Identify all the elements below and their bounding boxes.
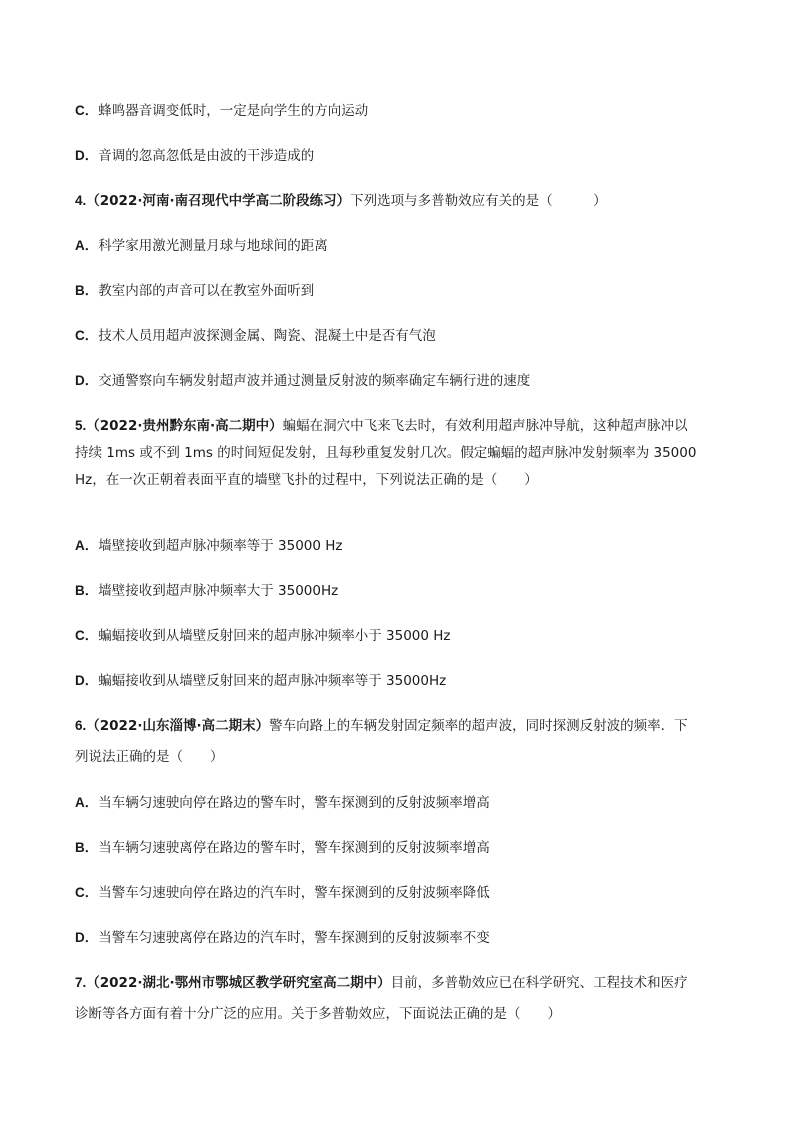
q6-stem bbox=[75, 717, 688, 735]
question-number: 6. bbox=[75, 718, 87, 733]
q6-option-d bbox=[75, 929, 490, 947]
question-text: 列说法正确的是（ ） bbox=[75, 749, 224, 765]
question-text: Hz，在一次正朝着表面平直的墙壁飞扑的过程中，下列说法正确的是（ ） bbox=[75, 472, 538, 488]
option-text: 蜂鸣器音调变低时，一定是向学生的方向运动 bbox=[98, 103, 369, 119]
question-number: 5. bbox=[75, 418, 87, 433]
option-text: 当车辆匀速驶离停在路边的警车时，警车探测到的反射波频率增高 bbox=[98, 840, 490, 856]
q4-stem bbox=[75, 192, 607, 210]
question-text: 蝙蝠在洞穴中飞来飞去时，有效利用超声脉冲导航，这种超声脉冲以 bbox=[282, 418, 688, 434]
q6-option-b bbox=[75, 839, 490, 857]
option-letter: B． bbox=[75, 840, 99, 855]
q3-option-c bbox=[75, 102, 368, 120]
option-text: 墙壁接收到超声脉冲频率等于 35000 Hz bbox=[98, 538, 343, 554]
q6-option-a bbox=[75, 794, 490, 812]
question-source: （2022·河南·南召现代中学高二阶段练习） bbox=[86, 193, 351, 209]
q4-option-b bbox=[75, 282, 314, 300]
q3-option-d bbox=[75, 147, 314, 165]
question-text: 目前，多普勒效应已在科学研究、工程技术和医疗 bbox=[390, 975, 688, 991]
option-text: 蝙蝠接收到从墙壁反射回来的超声脉冲频率等于 35000Hz bbox=[98, 673, 447, 689]
option-letter: A． bbox=[75, 795, 99, 810]
q5-option-c bbox=[75, 627, 451, 645]
q5-stem-line-3 bbox=[75, 471, 538, 489]
q7-stem-line-2 bbox=[75, 1005, 561, 1023]
q5-stem bbox=[75, 417, 688, 435]
option-letter: B． bbox=[75, 283, 99, 298]
q4-option-a bbox=[75, 237, 328, 255]
option-text: 音调的忽高忽低是由波的干涉造成的 bbox=[98, 148, 315, 164]
option-text: 蝙蝠接收到从墙壁反射回来的超声脉冲频率小于 35000 Hz bbox=[98, 628, 451, 644]
q4-option-d bbox=[75, 372, 530, 390]
question-text: 诊断等各方面有着十分广泛的应用。关于多普勒效应，下面说法正确的是（ ） bbox=[75, 1006, 561, 1022]
question-source: （2022·山东淄博·高二期末） bbox=[86, 718, 270, 734]
q5-option-d bbox=[75, 672, 446, 690]
option-text: 墙壁接收到超声脉冲频率大于 35000Hz bbox=[98, 583, 339, 599]
option-letter: C． bbox=[75, 885, 99, 900]
question-source: （2022·贵州黔东南·高二期中） bbox=[86, 418, 283, 434]
option-letter: A． bbox=[75, 238, 99, 253]
q7-stem bbox=[75, 974, 688, 992]
q5-option-b bbox=[75, 582, 338, 600]
option-text: 当警车匀速驶向停在路边的汽车时，警车探测到的反射波频率降低 bbox=[98, 885, 490, 901]
q5-option-a bbox=[75, 537, 343, 555]
q6-option-c bbox=[75, 884, 490, 902]
option-text: 交通警察向车辆发射超声波并通过测量反射波的频率确定车辆行进的速度 bbox=[98, 373, 531, 389]
q4-option-c bbox=[75, 327, 436, 345]
option-text: 科学家用激光测量月球与地球间的距离 bbox=[98, 238, 328, 254]
option-letter: D． bbox=[75, 673, 99, 688]
option-letter: C． bbox=[75, 103, 99, 118]
question-source: （2022·湖北·鄂州市鄂城区教学研究室高二期中） bbox=[86, 975, 391, 991]
question-text: 下列选项与多普勒效应有关的是（ ） bbox=[350, 193, 607, 209]
option-text: 当警车匀速驶离停在路边的汽车时，警车探测到的反射波频率不变 bbox=[98, 930, 490, 946]
option-text: 当车辆匀速驶向停在路边的警车时，警车探测到的反射波频率增高 bbox=[98, 795, 490, 811]
option-letter: B． bbox=[75, 583, 99, 598]
question-text: 持续 1ms 或不到 1ms 的时间短促发射，且每秒重复发射几次。假定蝙蝠的超声脉冲发射频率为 35000 bbox=[75, 445, 697, 461]
q5-stem-line-2 bbox=[75, 444, 696, 462]
question-text: 警车向路上的车辆发射固定频率的超声波，同时探测反射波的频率．下 bbox=[269, 718, 688, 734]
question-number: 7. bbox=[75, 975, 87, 990]
option-letter: D． bbox=[75, 148, 99, 163]
option-letter: D． bbox=[75, 373, 99, 388]
option-letter: C． bbox=[75, 328, 99, 343]
option-letter: D． bbox=[75, 930, 99, 945]
option-text: 技术人员用超声波探测金属、陶瓷、混凝土中是否有气泡 bbox=[98, 328, 436, 344]
q6-stem-line-2 bbox=[75, 748, 224, 766]
option-letter: A． bbox=[75, 538, 99, 553]
option-text: 教室内部的声音可以在教室外面听到 bbox=[98, 283, 315, 299]
question-number: 4. bbox=[75, 193, 87, 208]
option-letter: C． bbox=[75, 628, 99, 643]
